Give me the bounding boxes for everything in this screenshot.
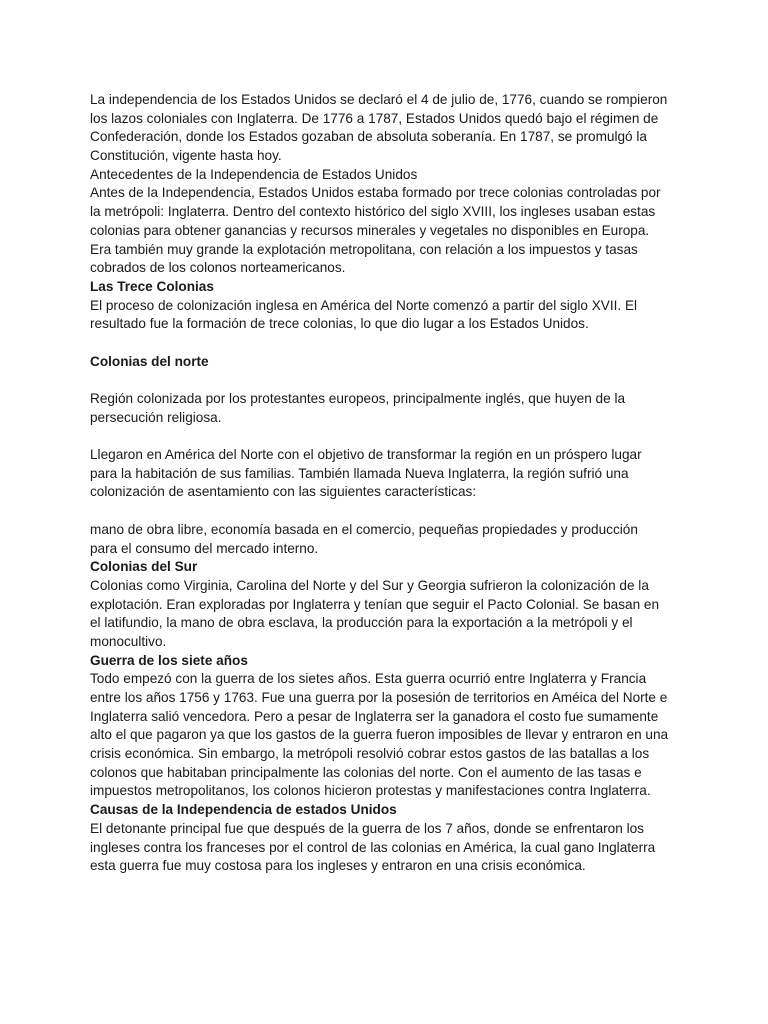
blank-line	[90, 427, 690, 446]
text-line: Constitución, vigente hasta hoy.	[90, 148, 282, 164]
text-line: monocultivo.	[90, 633, 167, 649]
text-line: mano de obra libre, economía basada en el comercio, pequeñas propiedades y producción	[90, 521, 638, 537]
text-line: Inglaterra salió vencedora. Pero a pesar de Inglaterra ser la ganadora el costo fue sumamente	[90, 708, 659, 724]
text-line: para la habitación de sus familias. También llamada Nueva Inglaterra, la región sufrió una	[90, 465, 629, 481]
section-heading: Guerra de los siete años	[90, 652, 248, 668]
text-line: la metrópoli: Inglaterra. Dentro del contexto histórico del siglo XVIII, los ingleses usaban estas	[90, 204, 656, 220]
document-page	[90, 91, 690, 876]
text-line: explotación. Eran exploradas por Inglaterra y tenían que seguir el Pacto Colonial. Se basan en	[90, 596, 660, 612]
text-line: colonos que habitaban principalmente las colonias del norte. Con el aumento de las tasas e	[90, 764, 642, 780]
text-line: Colonias como Virginia, Carolina del Norte y del Sur y Georgia sufrieron la colonización de la	[90, 577, 649, 593]
text-line: Región colonizada por los protestantes europeos, principalmente inglés, que huyen de la	[90, 391, 626, 406]
blank-line	[90, 502, 690, 521]
text-line: El detonante principal fue que después de la guerra de los 7 años, donde se enfrentaron los	[90, 820, 644, 836]
text-line: Era también muy grande la explotación metropolitana, con relación a los impuestos y tasas	[90, 241, 638, 257]
text-line: El proceso de colonización inglesa en América del Norte comenzó a partir del siglo XVII. El	[90, 297, 638, 313]
text-line: colonización de asentamiento con las siguientes características:	[90, 484, 477, 500]
text-line: alto el que pagaron ya que los gastos de la guerra fueron imposibles de llevar y entraron en una	[90, 727, 669, 743]
text-line: Confederación, donde los Estados gozaban de absoluta soberanía. En 1787, se promulgó la	[90, 129, 647, 145]
text-line: Antes de la Independencia, Estados Unidos estaba formado por trece colonias controladas por	[90, 185, 661, 201]
section-heading: Colonias del Sur	[90, 559, 198, 575]
text-line: colonias para obtener ganancias y recursos minerales y vegetales no disponibles en Europa.	[90, 222, 650, 238]
text-line: impuestos metropolitanos, los colonos hicieron protestas y manifestaciones contra Inglaterra.	[90, 783, 651, 799]
text-line: Todo empezó con la guerra de los sietes años. Esta guerra ocurrió entre Inglaterra y Francia	[90, 671, 647, 687]
text-line: cobrados de los colonos norteamericanos.	[90, 260, 346, 276]
text-line: entre los años 1756 y 1763. Fue una guerra por la posesión de territorios en Améica del Norte e	[90, 690, 668, 705]
text-line: ingleses contra los franceses por el control de las colonias en América, la cual gano Inglaterra	[90, 839, 656, 855]
text-line: el latifundio, la mano de obra esclava, la producción para la exportación a la metrópoli y el	[90, 615, 633, 631]
section-heading: Las Trece Colonias	[90, 278, 214, 294]
section-heading: Colonias del norte	[90, 353, 209, 369]
text-line: los lazos coloniales con Inglaterra. De 1776 a 1787, Estados Unidos quedó bajo el régimen de	[90, 110, 659, 126]
text-line: Antecedentes de la Independencia de Estados Unidos	[90, 166, 418, 182]
text-line: La independencia de los Estados Unidos se declaró el 4 de julio de, 1776, cuando se rompieron	[90, 92, 668, 107]
blank-line	[90, 334, 690, 353]
blank-line	[90, 371, 690, 390]
text-line: persecución religiosa.	[90, 409, 222, 425]
text-line: resultado fue la formación de trece colonias, lo que dio lugar a los Estados Unidos.	[90, 316, 589, 332]
text-line: esta guerra fue muy costosa para los ingleses y entraron en una crisis económica.	[90, 858, 586, 874]
text-line: crisis económica. Sin embargo, la metrópoli resolvió cobrar estos gastos de las batallas a los	[90, 746, 650, 762]
text-line: para el consumo del mercado interno.	[90, 540, 319, 556]
text-line: Llegaron en América del Norte con el objetivo de transformar la región en un próspero lugar	[90, 447, 642, 463]
section-heading: Causas de la Independencia de estados Unidos	[90, 802, 397, 818]
